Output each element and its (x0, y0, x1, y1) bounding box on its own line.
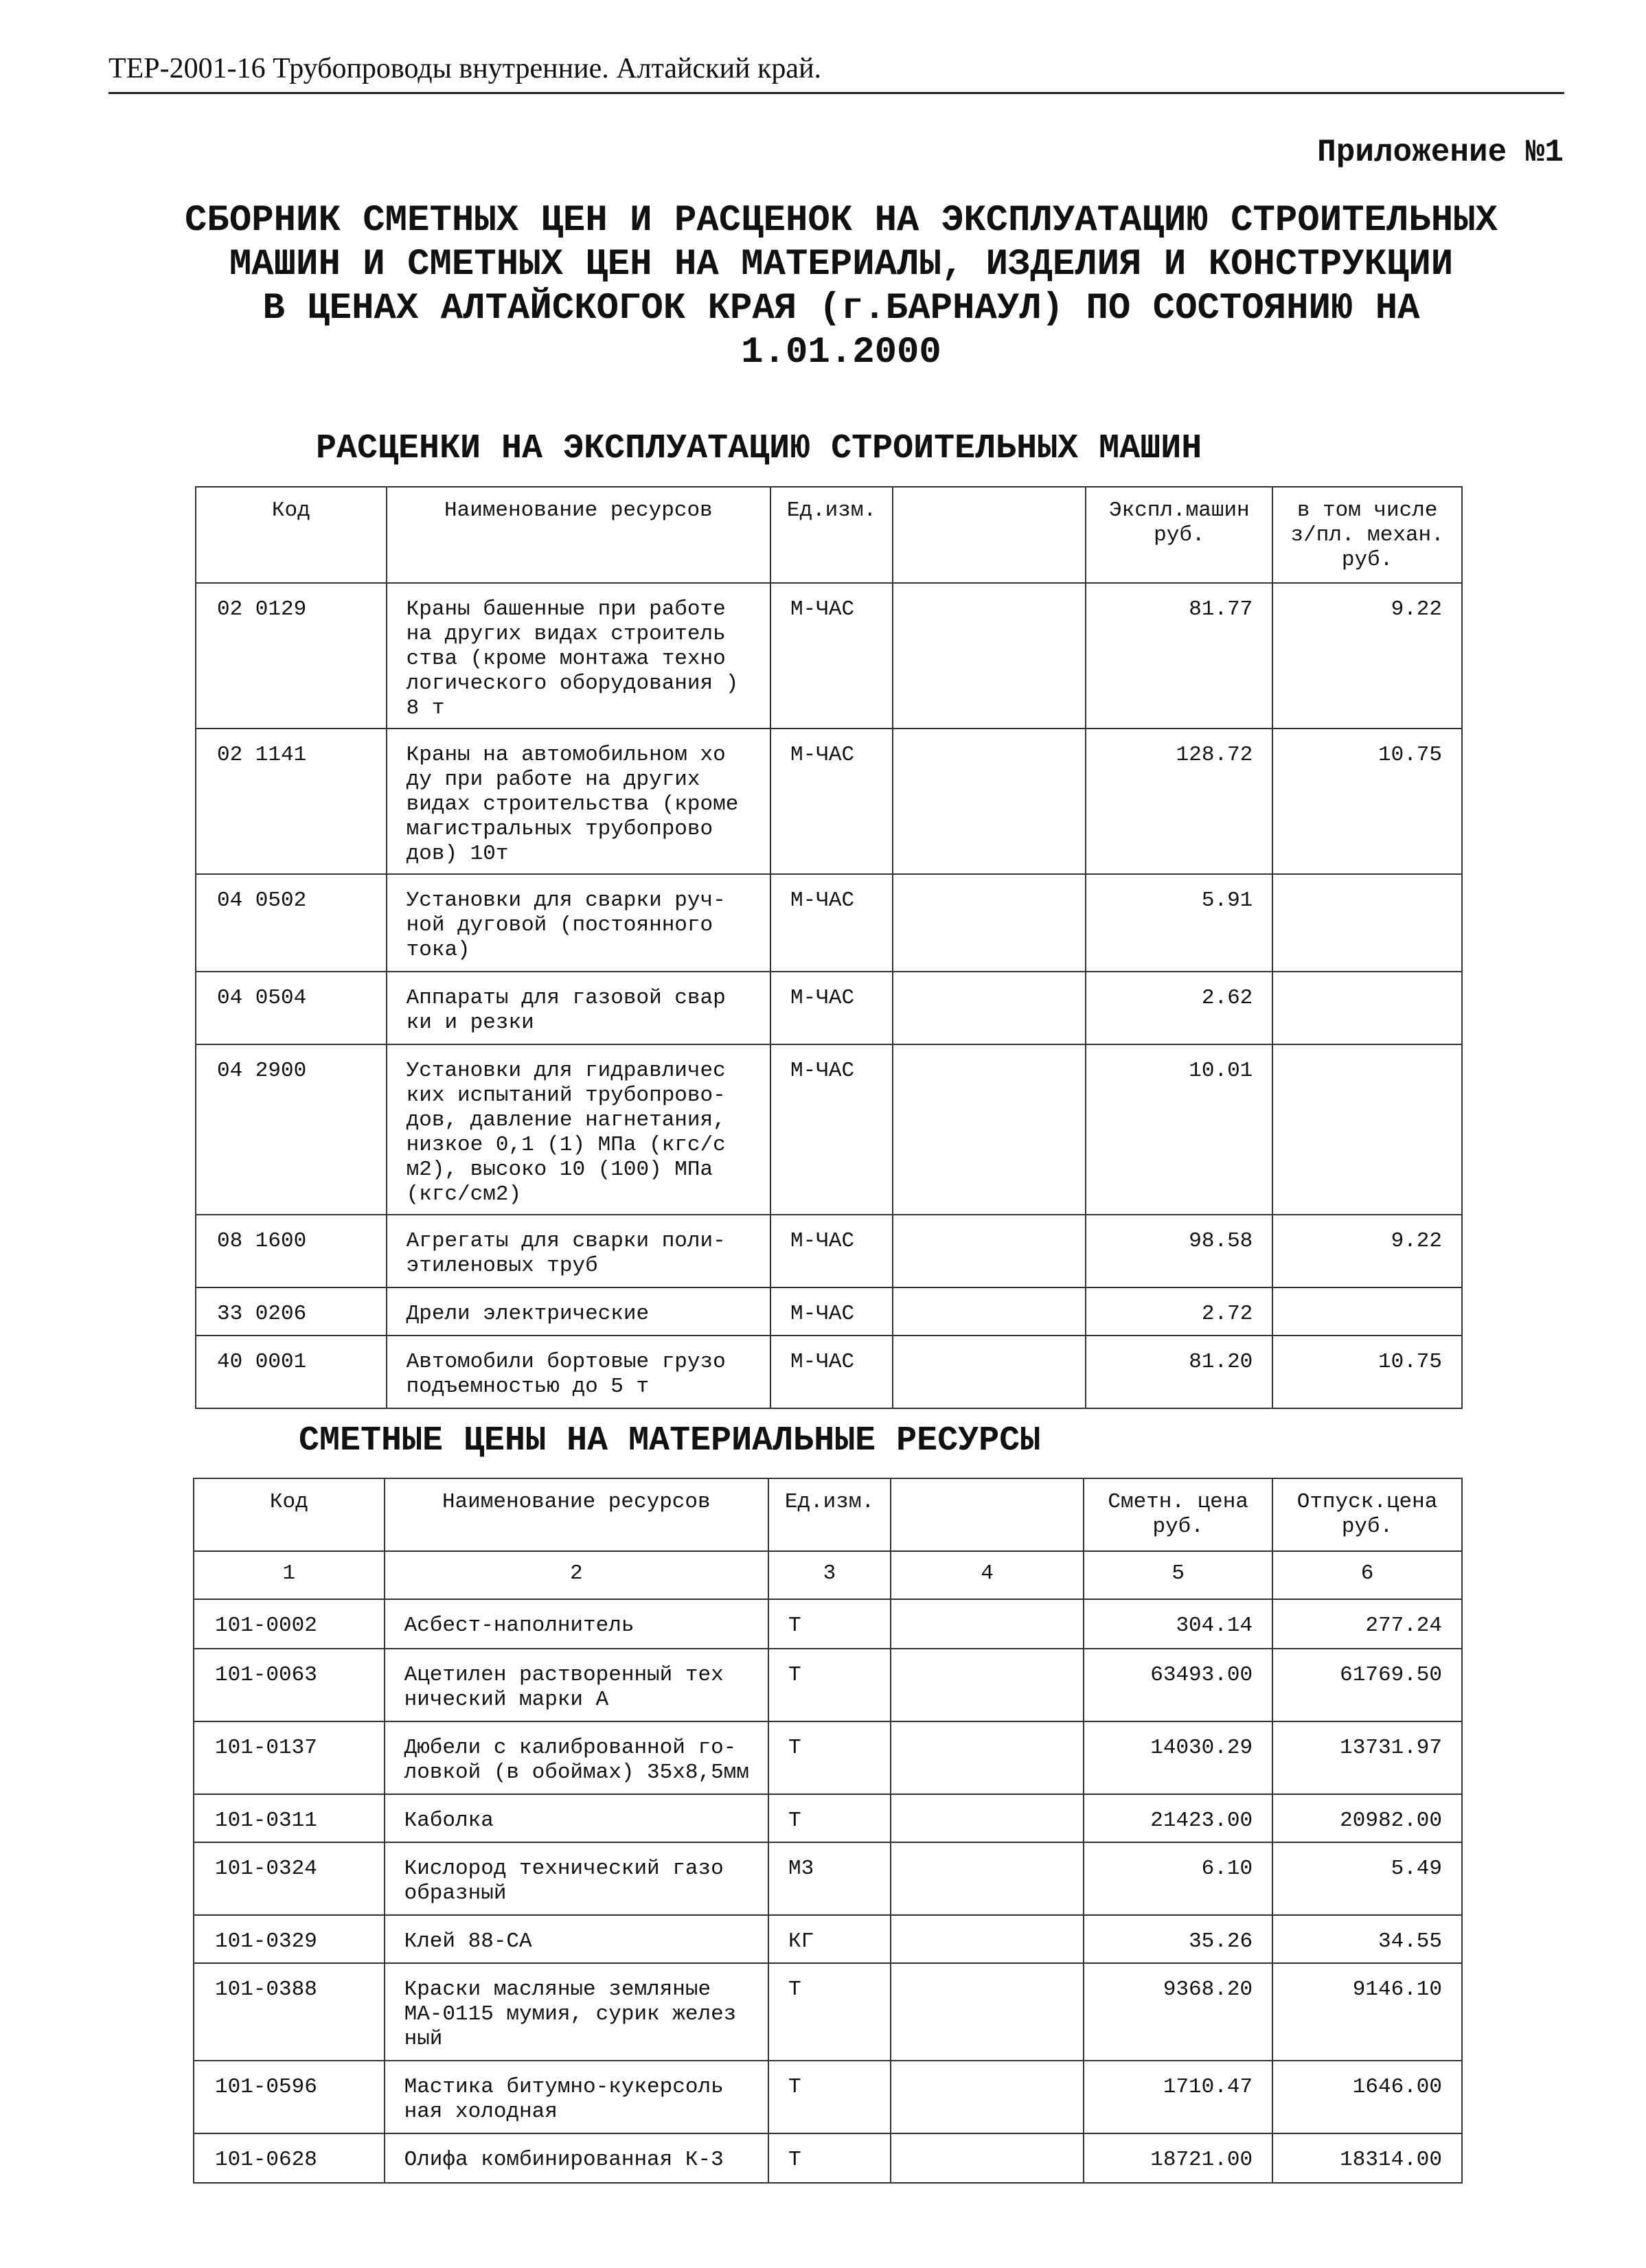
blank-cell (893, 583, 1086, 729)
material-code: 101-0002 (194, 1599, 385, 1649)
operator-wage: 9.22 (1272, 1215, 1462, 1287)
main-title-line-3: В ЦЕНАХ АЛТАЙСКОГОК КРАЯ (г.БАРНАУЛ) ПО СОСТОЯНИЮ НА (262, 288, 1420, 330)
header-blank (891, 1478, 1084, 1551)
material-code: 101-0311 (194, 1794, 385, 1842)
blank-cell (891, 1599, 1084, 1649)
estimate-price: 35.26 (1084, 1915, 1272, 1963)
material-code: 101-0324 (194, 1842, 385, 1915)
machine-name: Агрегаты для сварки поли- этиленовых труб (387, 1215, 770, 1287)
material-row (194, 2133, 1462, 2183)
blank-cell (891, 1963, 1084, 2061)
blank-cell (891, 2133, 1084, 2183)
blank-cell (891, 1649, 1084, 1721)
material-unit: Т (768, 1721, 891, 1794)
blank-cell (891, 1842, 1084, 1915)
material-code: 101-0063 (194, 1649, 385, 1721)
machine-price: 5.91 (1086, 874, 1272, 972)
material-unit: Т (768, 1963, 891, 2061)
machine-unit: М-ЧАС (770, 972, 893, 1044)
material-row (194, 1794, 1462, 1842)
material-name: Ацетилен растворенный тех нический марки А (385, 1649, 768, 1721)
material-name: Олифа комбинированная К-3 (385, 2133, 768, 2183)
material-code: 101-0329 (194, 1915, 385, 1963)
machine-price: 81.20 (1086, 1336, 1272, 1408)
machine-unit: М-ЧАС (770, 1287, 893, 1336)
estimate-price: 6.10 (1084, 1842, 1272, 1915)
material-row (194, 1649, 1462, 1721)
material-unit: Т (768, 1794, 891, 1842)
machine-price: 81.77 (1086, 583, 1272, 729)
column-number: 2 (385, 1551, 768, 1599)
blank-cell (891, 1794, 1084, 1842)
material-code: 101-0628 (194, 2133, 385, 2183)
release-price: 20982.00 (1272, 1794, 1462, 1842)
machine-row (196, 972, 1462, 1044)
main-title-line-2: МАШИН И СМЕТНЫХ ЦЕН НА МАТЕРИАЛЫ, ИЗДЕЛИЯ И КОНСТРУКЦИИ (229, 244, 1454, 286)
header-release-price: Отпуск.цена руб. (1272, 1478, 1462, 1551)
machine-row (196, 1044, 1462, 1215)
machines-header-row (196, 487, 1462, 583)
machine-name: Аппараты для газовой свар ки и резки (387, 972, 770, 1044)
material-name: Асбест-наполнитель (385, 1599, 768, 1649)
blank-cell (893, 1044, 1086, 1215)
operator-wage: 10.75 (1272, 729, 1462, 874)
column-number-row (194, 1551, 1462, 1599)
material-unit: Т (768, 1599, 891, 1649)
machine-code: 04 0502 (196, 874, 387, 972)
operator-wage (1272, 874, 1462, 972)
header-estimate-price: Сметн. цена руб. (1084, 1478, 1272, 1551)
machines-table (195, 486, 1463, 1409)
estimate-price: 304.14 (1084, 1599, 1272, 1649)
machine-name: Установки для гидравличес ких испытаний трубопрово- дов, давление нагнетания, низкое 0,1 (1) МПа (кгс/с м2), высоко 10 (100) МПа (кгс/см2) (387, 1044, 770, 1215)
material-name: Кислород технический газо образный (385, 1842, 768, 1915)
material-unit: М3 (768, 1842, 891, 1915)
material-row (194, 1915, 1462, 1963)
material-name: Клей 88-СА (385, 1915, 768, 1963)
release-price: 5.49 (1272, 1842, 1462, 1915)
release-price: 61769.50 (1272, 1649, 1462, 1721)
machine-code: 04 2900 (196, 1044, 387, 1215)
main-title (103, 199, 1579, 375)
machine-unit: М-ЧАС (770, 874, 893, 972)
material-code: 101-0388 (194, 1963, 385, 2061)
machine-unit: М-ЧАС (770, 1336, 893, 1408)
machine-code: 02 0129 (196, 583, 387, 729)
blank-cell (893, 729, 1086, 874)
machine-row (196, 1336, 1462, 1408)
machine-name: Автомобили бортовые грузо подъемностью до 5 т (387, 1336, 770, 1408)
blank-cell (893, 1287, 1086, 1336)
operator-wage (1272, 1044, 1462, 1215)
header-code: Код (196, 487, 387, 583)
estimate-price: 21423.00 (1084, 1794, 1272, 1842)
release-price: 9146.10 (1272, 1963, 1462, 2061)
machine-row (196, 583, 1462, 729)
release-price: 18314.00 (1272, 2133, 1462, 2183)
machine-price: 10.01 (1086, 1044, 1272, 1215)
material-unit: Т (768, 2133, 891, 2183)
machine-price: 2.62 (1086, 972, 1272, 1044)
material-name: Мастика битумно-кукерсоль ная холодная (385, 2061, 768, 2133)
blank-cell (893, 874, 1086, 972)
running-header: ТЕР-2001-16 Трубопроводы внутренние. Алтайский край. (108, 49, 1564, 94)
material-name: Каболка (385, 1794, 768, 1842)
machines-section-title: РАСЦЕНКИ НА ЭКСПЛУАТАЦИЮ СТРОИТЕЛЬНЫХ МАШИН (316, 429, 1202, 468)
machine-code: 08 1600 (196, 1215, 387, 1287)
release-price: 34.55 (1272, 1915, 1462, 1963)
estimate-price: 9368.20 (1084, 1963, 1272, 2061)
machine-row (196, 1287, 1462, 1336)
machine-price: 98.58 (1086, 1215, 1272, 1287)
header-unit: Ед.изм. (770, 487, 893, 583)
column-number: 4 (891, 1551, 1084, 1599)
machine-price: 2.72 (1086, 1287, 1272, 1336)
machine-row (196, 1215, 1462, 1287)
material-row (194, 1842, 1462, 1915)
machine-name: Краны на автомобильном хо ду при работе на других видах строительства (кроме магистральных трубопрово дов) 10т (387, 729, 770, 874)
blank-cell (891, 1915, 1084, 1963)
machine-code: 02 1141 (196, 729, 387, 874)
material-unit: КГ (768, 1915, 891, 1963)
blank-cell (893, 1336, 1086, 1408)
estimate-price: 63493.00 (1084, 1649, 1272, 1721)
main-title-line-4: 1.01.2000 (741, 332, 941, 374)
machine-price: 128.72 (1086, 729, 1272, 874)
material-code: 101-0137 (194, 1721, 385, 1794)
header-unit: Ед.изм. (768, 1478, 891, 1551)
machine-unit: М-ЧАС (770, 1215, 893, 1287)
blank-cell (893, 1215, 1086, 1287)
operator-wage (1272, 1287, 1462, 1336)
machine-row (196, 729, 1462, 874)
machine-code: 40 0001 (196, 1336, 387, 1408)
operator-wage (1272, 972, 1462, 1044)
materials-table (193, 1478, 1463, 2184)
machine-code: 04 0504 (196, 972, 387, 1044)
estimate-price: 14030.29 (1084, 1721, 1272, 1794)
release-price: 1646.00 (1272, 2061, 1462, 2133)
machine-unit: М-ЧАС (770, 1044, 893, 1215)
machine-unit: М-ЧАС (770, 583, 893, 729)
material-name: Дюбели с калиброванной го- ловкой (в обоймах) 35х8,5мм (385, 1721, 768, 1794)
release-price: 277.24 (1272, 1599, 1462, 1649)
machine-name: Установки для сварки руч- ной дуговой (постоянного тока) (387, 874, 770, 972)
machine-code: 33 0206 (196, 1287, 387, 1336)
operator-wage: 10.75 (1272, 1336, 1462, 1408)
blank-cell (893, 972, 1086, 1044)
release-price: 13731.97 (1272, 1721, 1462, 1794)
machine-unit: М-ЧАС (770, 729, 893, 874)
header-machine-price: Экспл.машин руб. (1086, 487, 1272, 583)
materials-header-row (194, 1478, 1462, 1551)
column-number: 5 (1084, 1551, 1272, 1599)
main-title-line-1: СБОРНИК СМЕТНЫХ ЦЕН И РАСЦЕНОК НА ЭКСПЛУАТАЦИЮ СТРОИТЕЛЬНЫХ (185, 200, 1498, 242)
material-row (194, 1963, 1462, 2061)
estimate-price: 1710.47 (1084, 2061, 1272, 2133)
header-name: Наименование ресурсов (387, 487, 770, 583)
material-unit: Т (768, 2061, 891, 2133)
material-code: 101-0596 (194, 2061, 385, 2133)
column-number: 3 (768, 1551, 891, 1599)
header-operator-wage: в том числе з/пл. механ. руб. (1272, 487, 1462, 583)
header-code: Код (194, 1478, 385, 1551)
machine-name: Краны башенные при работе на других видах строитель ства (кроме монтажа техно логического оборудования ) 8 т (387, 583, 770, 729)
appendix-label: Приложение №1 (1317, 135, 1564, 170)
column-number: 1 (194, 1551, 385, 1599)
machine-name: Дрели электрические (387, 1287, 770, 1336)
operator-wage: 9.22 (1272, 583, 1462, 729)
blank-cell (891, 1721, 1084, 1794)
material-name: Краски масляные земляные МА-0115 мумия, сурик желез ный (385, 1963, 768, 2061)
material-unit: Т (768, 1649, 891, 1721)
estimate-price: 18721.00 (1084, 2133, 1272, 2183)
column-number: 6 (1272, 1551, 1462, 1599)
machine-row (196, 874, 1462, 972)
header-name: Наименование ресурсов (385, 1478, 768, 1551)
material-row (194, 1721, 1462, 1794)
materials-section-title: СМЕТНЫЕ ЦЕНЫ НА МАТЕРИАЛЬНЫЕ РЕСУРСЫ (299, 1421, 1041, 1461)
blank-cell (891, 2061, 1084, 2133)
material-row (194, 2061, 1462, 2133)
header-blank (893, 487, 1086, 583)
material-row (194, 1599, 1462, 1649)
